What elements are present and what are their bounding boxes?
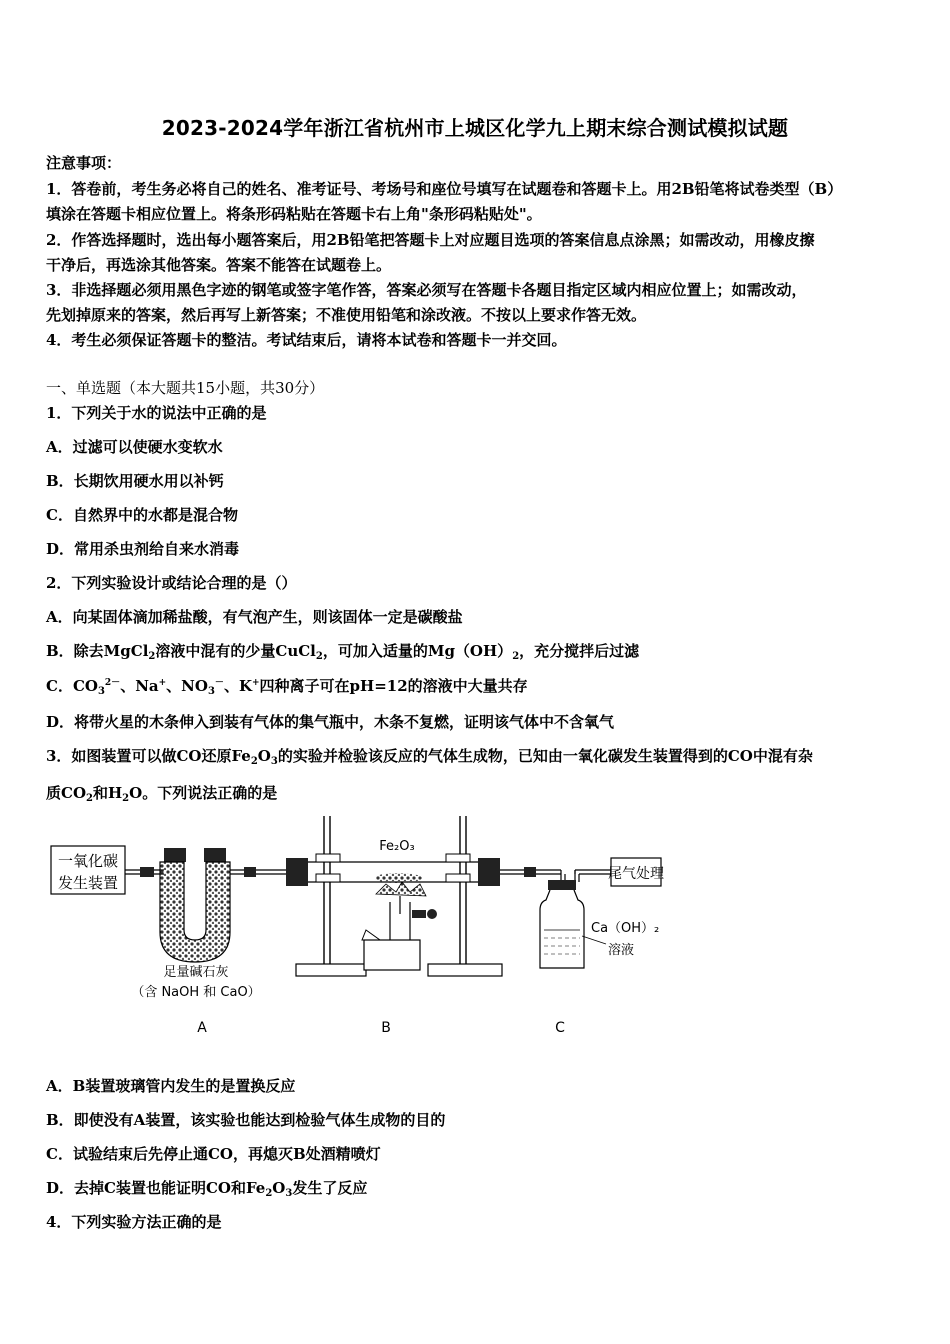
iron-stand-left xyxy=(296,816,366,976)
q1-option-d: D．常用杀虫剂给自来水消毒 xyxy=(46,540,240,558)
notice-line-2a: 2．作答选择题时，选出每小题答案后，用2B铅笔把答题卡上对应题目选项的答案信息点涂黑；如需改动，用橡皮擦 xyxy=(46,231,815,249)
q3-option-b: B．即使没有A装置，该实验也能达到检验气体生成物的目的 xyxy=(46,1111,446,1129)
q4-stem: 4．下列实验方法正确的是 xyxy=(46,1213,222,1231)
solution-label: 溶液 xyxy=(608,943,635,958)
q3-option-d: D．去掉C装置也能证明CO和$Fe_2O_3$发生了反应 xyxy=(46,1179,368,1199)
notice-line-3a: 3．非选择题必须用黑色字迹的钢笔或签字笔作答，答案必须写在答题卡各题目指定区域内相应位置上；如需改动， xyxy=(46,281,807,299)
q2-stem: 2．下列实验设计或结论合理的是（） xyxy=(46,574,297,592)
soda-lime-label-1: 足量碱石灰 xyxy=(163,965,229,980)
blast-lamp xyxy=(362,882,437,970)
q3-stem-line-2: 质$CO_2$和$H_2O$。下列说法正确的是 xyxy=(46,784,278,804)
connector-tube-a xyxy=(125,867,164,877)
notice-line-2b: 干净后，再选涂其他答案。答案不能答在试题卷上。 xyxy=(46,256,392,274)
notice-line-3b: 先划掉原来的答案，然后再写上新答案；不准使用铅笔和涂改液。不按以上要求作答无效。 xyxy=(46,306,647,324)
notice-line-1b: 填涂在答题卡相应位置上。将条形码粘贴在答题卡右上角"条形码粘贴处"。 xyxy=(46,205,542,223)
section-heading: 一、单选题（本大题共15小题，共30分） xyxy=(46,379,325,397)
glass-tube-b xyxy=(286,854,500,886)
fe2o3-label: Fe₂O₃ xyxy=(379,839,415,854)
q1-option-b: B．长期饮用硬水用以补钙 xyxy=(46,472,224,490)
soda-lime-label-2: （含 NaOH 和 CaO） xyxy=(131,985,261,1000)
q3-option-c: C．试验结束后先停止通CO，再熄灭B处酒精喷灯 xyxy=(46,1145,381,1163)
q2-option-a: A．向某固体滴加稀盐酸，有气泡产生，则该固体一定是碳酸盐 xyxy=(46,608,463,626)
q2-option-b: B．除去MgCl$_2$溶液中混有的少量CuCl$_2$，可加入适量的$Mg(OH)_2$，充分搅拌后过滤 xyxy=(46,642,640,662)
label-c: C xyxy=(555,1020,565,1036)
apparatus-diagram xyxy=(46,810,666,1050)
notice-line-1a: 1．答卷前，考生务必将自己的姓名、准考证号、考场号和座位号填写在试题卷和答题卡上。用2B铅笔将试卷类型（B） xyxy=(46,180,843,198)
notice-line-4: 4．考生必须保证答题卡的整洁。考试结束后，请将本试卷和答题卡一并交回。 xyxy=(46,331,567,349)
q1-option-a: A．过滤可以使硬水变软水 xyxy=(46,438,223,456)
label-b: B xyxy=(381,1020,391,1036)
u-tube-a xyxy=(160,848,230,962)
q2-option-d: D．将带火星的木条伸入到装有气体的集气瓶中，木条不复燃，证明该气体中不含氧气 xyxy=(46,713,615,731)
q3-option-a: A．B装置玻璃管内发生的是置换反应 xyxy=(46,1077,296,1095)
label-a: A xyxy=(197,1020,207,1036)
notice-heading: 注意事项： xyxy=(46,154,122,172)
q3-stem-line-1: 3．如图装置可以做CO还原$Fe_2O_3$的实验并检验该反应的气体生成物，已知由一氧化碳发生装置得到的CO中混有杂 xyxy=(46,747,813,767)
tail-gas-label: 尾气处理 xyxy=(608,866,664,882)
q2-option-c: C．$CO_3^{2-}$、Na+、$NO_3^-$、K+四种离子可在pH=12的溶液中大量共存 xyxy=(46,677,528,697)
caoh2-label: Ca（OH）₂ xyxy=(591,921,660,936)
connector-tube-ab xyxy=(230,867,286,877)
iron-stand-right xyxy=(428,816,502,976)
q1-stem: 1．下列关于水的说法中正确的是 xyxy=(46,404,267,422)
co-generator-label-2: 发生装置 xyxy=(57,874,119,892)
q1-option-c: C．自然界中的水都是混合物 xyxy=(46,506,238,524)
co-generator-label-1: 一氧化碳 xyxy=(57,852,119,870)
page-title: 2023-2024学年浙江省杭州市上城区化学九上期末综合测试模拟试题 xyxy=(161,116,789,140)
